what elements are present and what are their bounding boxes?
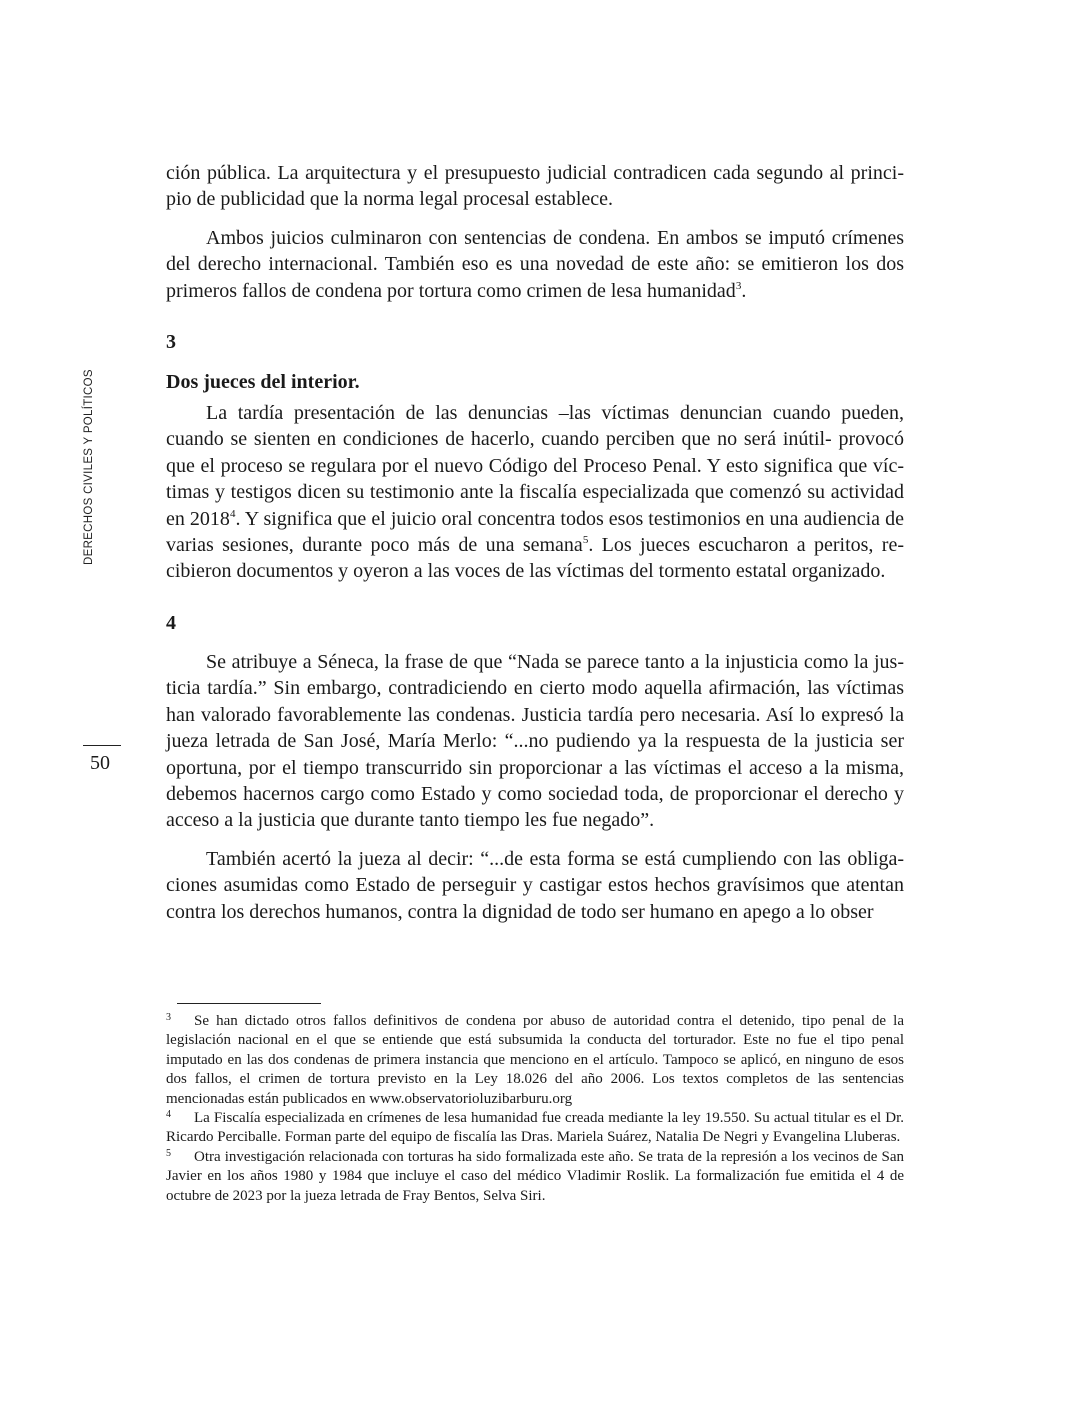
page-number-rule — [83, 745, 121, 746]
section-title: Dos jueces del interior. — [166, 371, 360, 394]
paragraph-1: ción pública. La arquitectura y el presupuesto judicial contradicen cada segundo al principio de publicidad que la norma legal procesal establece. — [166, 162, 904, 211]
footnote-ref-4[interactable]: 4 — [229, 507, 236, 520]
section-number-4: 4 — [166, 611, 176, 634]
footnote-text: La Fiscalía especializada en crímenes de lesa humanidad fue creada mediante la ley 19.550. Su actual titular es el Dr. Ricardo Perciballe. Forman parte del equipo de fiscalía las Dras. Mariela Suárez, Natalia De Negri y Evangelina Lluberas. — [166, 1110, 904, 1146]
paragraph-4: Se atribuye a Séneca, la frase de que “Nada se parece tanto a la injusticia como la justicia tardía.” Sin embargo, contradiciendo en cierto modo aquella afirmación, las víctimas han valorado favorablemente las condenas. Justicia tardía pero necesaria. Así lo expresó la jueza letrada de San José, María Merlo: “...no pudiendo ya la respuesta de la justicia ser oportuna, por el tiempo transcurrido sin proporcionar a las víctimas el acceso a la misma, debemos hacernos cargo como Estado y como sociedad toda, de proporcionar el derecho y acceso a la justicia que durante tanto tiempo les fue negado”. — [166, 650, 904, 832]
footnote-ref-3[interactable]: 3 — [735, 279, 742, 292]
footnote-ref-5[interactable]: 5 — [582, 534, 589, 547]
paragraph-3-text-b: . Y significa que el juicio oral concentra todos esos testimonios en una audiencia de varias sesiones, durante poco más de una semana — [166, 507, 904, 557]
page-number: 50 — [90, 752, 110, 774]
paragraph-2-end: . — [741, 279, 747, 302]
running-head: DERECHOS CIVILES Y POLÍTICOS — [83, 369, 95, 565]
body-text — [166, 160, 904, 925]
footnote-3: 3 Se han dictado otros fallos definitivos de condena por abuso de autoridad contra el detenido, tipo penal de la legislación nacional en el que se entiende que está subsumida la conducta del torturador. Este no fue el tipo penal imputado en las dos condenas de primera instancia que menciono en el artículo. Tampoco se aplicó, en ninguno de esos dos fallos, el crimen de tortura previsto en la Ley 18.026 del año 2006. Los textos completos de las sentencias mencionadas están publicados en www.observatorioluzibarburu.org — [166, 1012, 904, 1107]
footnote-5: 5 Otra investigación relacionada con torturas ha sido formalizada este año. Se trata de la represión a los vecinos de San Javier en los años 1980 y 1984 que incluye el caso del médico Vladimir Roslik. La formalización fue emitida el 4 de octubre de 2023 por la jueza letrada de Fray Bentos, Selva Siri. — [166, 1147, 904, 1204]
footnote-text: Otra investigación relacionada con torturas ha sido formalizada este año. Se trata de la represión a los vecinos de San Javier en los años 1980 y 1984 que incluye el caso del médico Vladimir Roslik. La formalización fue emitida el 4 de octubre de 2023 por la jueza letrada de Fray Bentos, Selva Siri. — [166, 1148, 904, 1204]
footnote-text: Se han dictado otros fallos definitivos de condena por abuso de autoridad contra el detenido, tipo penal de la legislación nacional en el que se entiende que está subsumida la conducta del torturador. Este no fue el tipo penal imputado en las dos condenas de primera instancia que menciono en el artículo. Tampoco se aplicó, en ninguno de esos dos fallos, el crimen de tortura previsto en la Ley 18.026 del año 2006. Los textos completos de las sentencias mencionadas están publicados en www.observatorioluzibarburu.org — [166, 1013, 904, 1107]
paragraph-3-text-a: La tardía presentación de las denuncias –las víctimas denuncian cuando pueden, cuando se sienten en condiciones de hacerlo, cuando perciben que no será inútil- provocó que el proceso se regulara por el nuevo Código del Proceso Penal. Y esto significa que víctimas y testigos dicen su testimonio ante la fiscalía especializada que comenzó su actividad en 2018 — [166, 402, 904, 530]
paragraph-3 — [166, 400, 904, 585]
footnotes — [166, 1012, 904, 1206]
paragraph-2-text: Ambos juicios culminaron con sentencias de condena. En ambos se imputó crímenes del derecho internacional. También eso es una novedad de este año: se emitieron los dos primeros fallos de condena por tortura como crimen de lesa humanidad — [166, 226, 904, 302]
footnote-4: 4 La Fiscalía especializada en crímenes de lesa humanidad fue creada mediante la ley 19.550. Su actual titular es el Dr. Ricardo Perciballe. Forman parte del equipo de fiscalía las Dras. Mariela Suárez, Natalia De Negri y Evangelina Lluberas. — [166, 1109, 904, 1146]
paragraph-5: También acertó la jueza al decir: “...de esta forma se está cumpliendo con las obligaciones asumidas como Estado de perseguir y castigar estos hechos gravísimos que atentan contra los derechos humanos, contra la dignidad de todo ser humano en apego a lo obser — [166, 847, 904, 923]
footnote-separator — [177, 1003, 321, 1004]
paragraph-2 — [166, 225, 904, 304]
section-number-3: 3 — [166, 331, 176, 354]
paragraph-3-text-c: . Los jueces escucharon a peritos, recibieron documentos y oyeron a las voces de las víctimas del tormento estatal organizado. — [166, 534, 904, 583]
